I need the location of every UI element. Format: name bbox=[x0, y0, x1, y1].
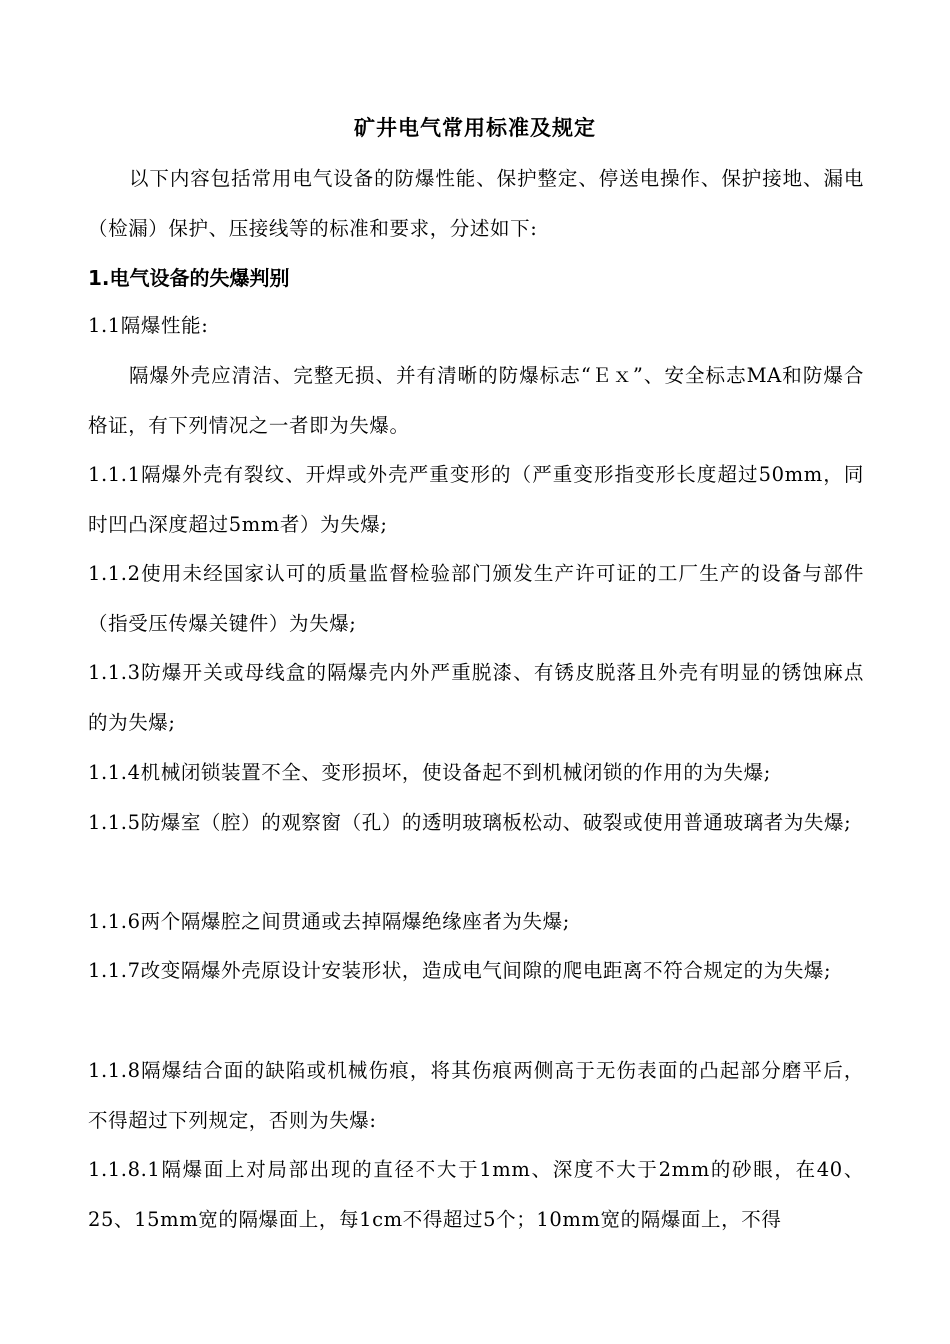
clause-1-1-6: 1.1.6两个隔爆腔之间贯通或去掉隔爆绝缘座者为失爆; bbox=[88, 910, 570, 933]
intro-paragraph: 以下内容包括常用电气设备的防爆性能、保护整定、停送电操作、保护接地、漏电（检漏）保护、压接线等的标准和要求，分述如下: bbox=[88, 167, 864, 240]
subsection-paragraph-1-1: 隔爆外壳应清洁、完整无损、并有清晰的防爆标志“Ｅｘ”、安全标志MA和防爆合格证，有下列情况之一者即为失爆。 bbox=[88, 364, 864, 437]
clause-1-1-2: 1.1.2使用未经国家认可的质量监督检验部门颁发生产许可证的工厂生产的设备与部件（指受压传爆关键件）为失爆; bbox=[88, 562, 864, 635]
clause-1-1-4: 1.1.4机械闭锁装置不全、变形损坏，使设备起不到机械闭锁的作用的为失爆; bbox=[88, 761, 771, 784]
subsection-label-1-1: 1.1隔爆性能: bbox=[88, 314, 209, 337]
clause-1-1-1: 1.1.1隔爆外壳有裂纹、开焊或外壳严重变形的（严重变形指变形长度超过50mm，同时凹凸深度超过5mm者）为失爆; bbox=[88, 463, 864, 536]
section-heading-1: 1.电气设备的失爆判别 bbox=[88, 266, 290, 290]
clause-1-1-3: 1.1.3防爆开关或母线盒的隔爆壳内外严重脱漆、有锈皮脱落且外壳有明显的锈蚀麻点的为失爆; bbox=[88, 661, 864, 734]
document-title: 矿井电气常用标准及规定 bbox=[354, 116, 596, 140]
clause-1-1-7: 1.1.7改变隔爆外壳原设计安装形状，造成电气间隙的爬电距离不符合规定的为失爆; bbox=[88, 959, 832, 982]
clause-1-1-5: 1.1.5防爆室（腔）的观察窗（孔）的透明玻璃板松动、破裂或使用普通玻璃者为失爆; bbox=[88, 811, 852, 834]
clause-1-1-8: 1.1.8隔爆结合面的缺陷或机械伤痕，将其伤痕两侧高于无伤表面的凸起部分磨平后，不得超过下列规定，否则为失爆: bbox=[88, 1059, 864, 1132]
clause-1-1-8-1: 1.1.8.1隔爆面上对局部出现的直径不大于1mm、深度不大于2mm的砂眼，在40、25、15mm宽的隔爆面上，每1cm不得超过5个；10mm宽的隔爆面上，不得 bbox=[88, 1158, 864, 1231]
